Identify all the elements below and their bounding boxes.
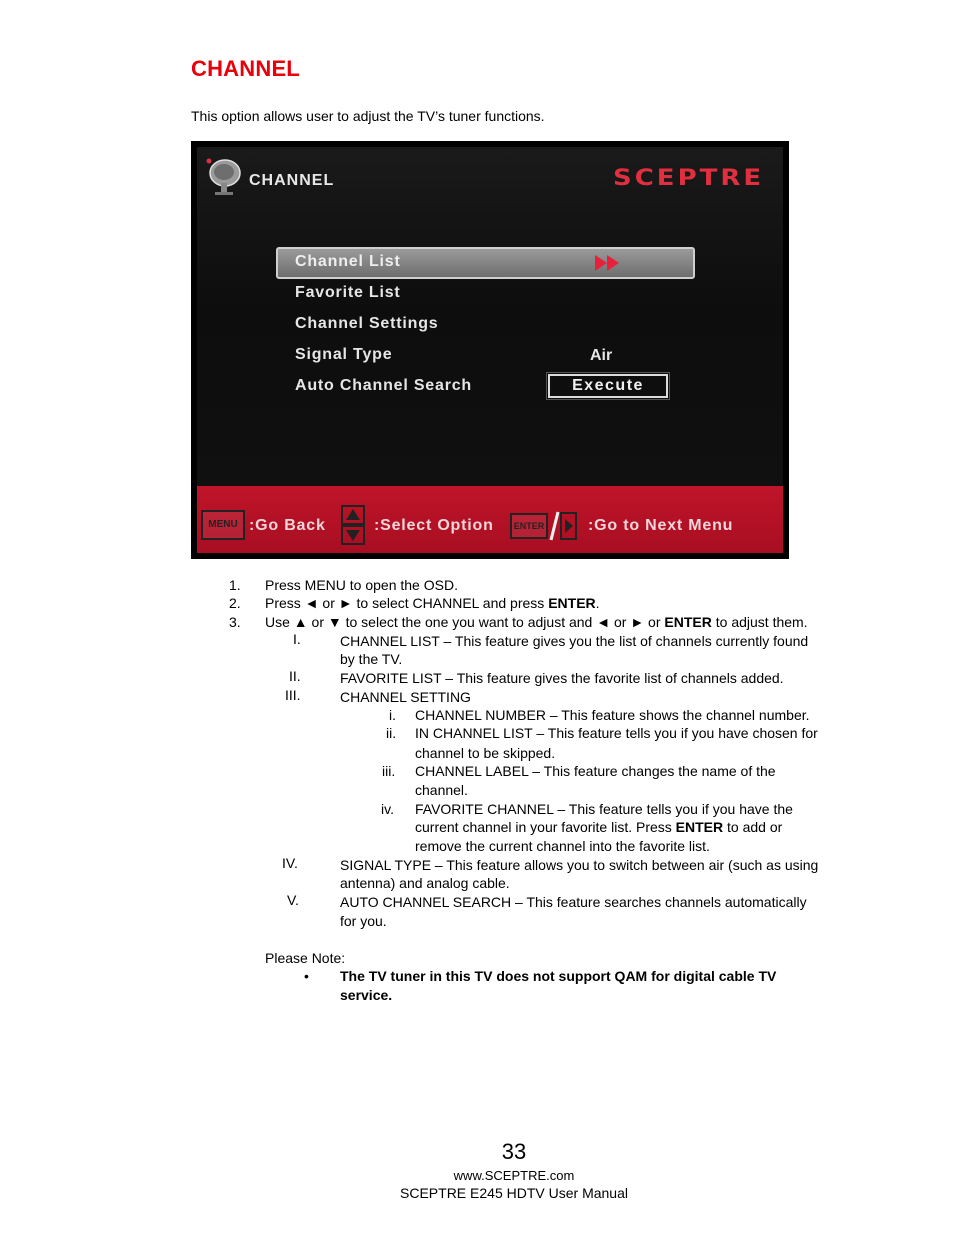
double-arrow-right-icon xyxy=(595,255,621,271)
step-text-bold: ENTER xyxy=(548,595,596,611)
setting-number: i. xyxy=(389,707,396,723)
setting-text-part: current channel in your favorite list. Press xyxy=(415,819,676,835)
setting-text: FAVORITE CHANNEL – This feature tells you if you have the xyxy=(415,801,793,817)
footer-manual-title: SCEPTRE E245 HDTV User Manual xyxy=(400,1185,628,1201)
roman-numeral: II. xyxy=(289,668,301,684)
page-title: CHANNEL xyxy=(191,56,300,81)
step-number: 1. xyxy=(229,577,241,593)
note-label: Please Note: xyxy=(265,950,346,966)
step-number: 2. xyxy=(229,595,241,611)
osd-help-bar xyxy=(197,486,783,553)
step-text-part: Use ▲ or ▼ to select the one you want to adjust and ◄ or ► or xyxy=(265,614,665,630)
sub-item-text: for you. xyxy=(340,913,387,929)
roman-numeral: III. xyxy=(285,687,301,703)
step-text-part: to adjust them. xyxy=(711,614,808,630)
sub-item-text: by the TV. xyxy=(340,651,403,667)
setting-text: CHANNEL LABEL – This feature changes the name of the xyxy=(415,763,776,779)
note-text: The TV tuner in this TV does not support QAM for digital cable TV xyxy=(340,968,777,984)
step-text xyxy=(265,613,808,631)
roman-numeral: IV. xyxy=(282,855,298,871)
osd-item-favorite-list[interactable]: Favorite List xyxy=(295,284,401,301)
sub-item-text: antenna) and analog cable. xyxy=(340,875,510,891)
roman-numeral: I. xyxy=(293,631,301,647)
step-text-bold: ENTER xyxy=(664,614,712,630)
up-down-keys-icon xyxy=(341,505,365,545)
satellite-dish-icon xyxy=(203,153,247,197)
go-back-label: :Go Back xyxy=(249,517,326,534)
setting-number: iii. xyxy=(382,763,396,779)
sub-item-text: SIGNAL TYPE – This feature allows you to switch between air (such as using xyxy=(340,857,819,873)
setting-text: channel. xyxy=(415,782,468,798)
brand-logo: SCEPTRE xyxy=(613,165,765,191)
next-menu-label: :Go to Next Menu xyxy=(588,517,734,534)
sub-item-text: CHANNEL SETTING xyxy=(340,689,471,705)
osd-item-channel-list[interactable]: Channel List xyxy=(295,253,401,270)
osd-panel xyxy=(197,147,783,553)
footer-website: www.SCEPTRE.com xyxy=(453,1168,575,1183)
roman-numeral: V. xyxy=(287,892,299,908)
sub-item-text: FAVORITE LIST – This feature gives the favorite list of channels added. xyxy=(340,670,784,686)
setting-text: remove the current channel into the favorite list. xyxy=(415,838,710,854)
note-text: service. xyxy=(340,987,393,1003)
step-text xyxy=(265,594,600,612)
setting-number: iv. xyxy=(381,801,394,817)
sub-item-text: CHANNEL LIST – This feature gives you the list of channels currently found xyxy=(340,633,809,649)
bullet-icon: • xyxy=(304,968,309,984)
osd-item-auto-channel-search[interactable]: Auto Channel Search xyxy=(295,377,473,394)
setting-text: CHANNEL NUMBER – This feature shows the channel number. xyxy=(415,707,810,723)
osd-item-channel-settings[interactable]: Channel Settings xyxy=(295,315,439,332)
setting-text-part: to add or xyxy=(723,819,783,835)
setting-text-bold: ENTER xyxy=(675,819,724,835)
slash-right-key-icon xyxy=(548,510,578,542)
setting-text xyxy=(415,818,782,836)
enter-key-icon: ENTER xyxy=(510,513,548,539)
sub-item-text: AUTO CHANNEL SEARCH – This feature searches channels automatically xyxy=(340,894,807,910)
step-text-part: . xyxy=(595,595,600,611)
menu-key-icon: MENU xyxy=(201,510,245,540)
setting-number: ii. xyxy=(386,725,397,741)
setting-text: channel to be skipped. xyxy=(415,745,556,761)
setting-text: IN CHANNEL LIST – This feature tells you if you have chosen for xyxy=(415,725,818,741)
intro-text: This option allows user to adjust the TV’s tuner functions. xyxy=(191,108,545,124)
execute-button[interactable]: Execute xyxy=(548,374,668,398)
step-number: 3. xyxy=(229,614,241,630)
select-option-label: :Select Option xyxy=(374,517,494,534)
step-text-part: Press ◄ or ► to select CHANNEL and press xyxy=(265,595,549,611)
osd-item-signal-type[interactable]: Signal Type xyxy=(295,346,393,363)
osd-title: CHANNEL xyxy=(249,172,335,189)
signal-type-value: Air xyxy=(590,347,613,364)
page-number: 33 xyxy=(501,1139,527,1164)
osd-screenshot xyxy=(191,141,789,559)
step-text: Press MENU to open the OSD. xyxy=(265,577,458,593)
